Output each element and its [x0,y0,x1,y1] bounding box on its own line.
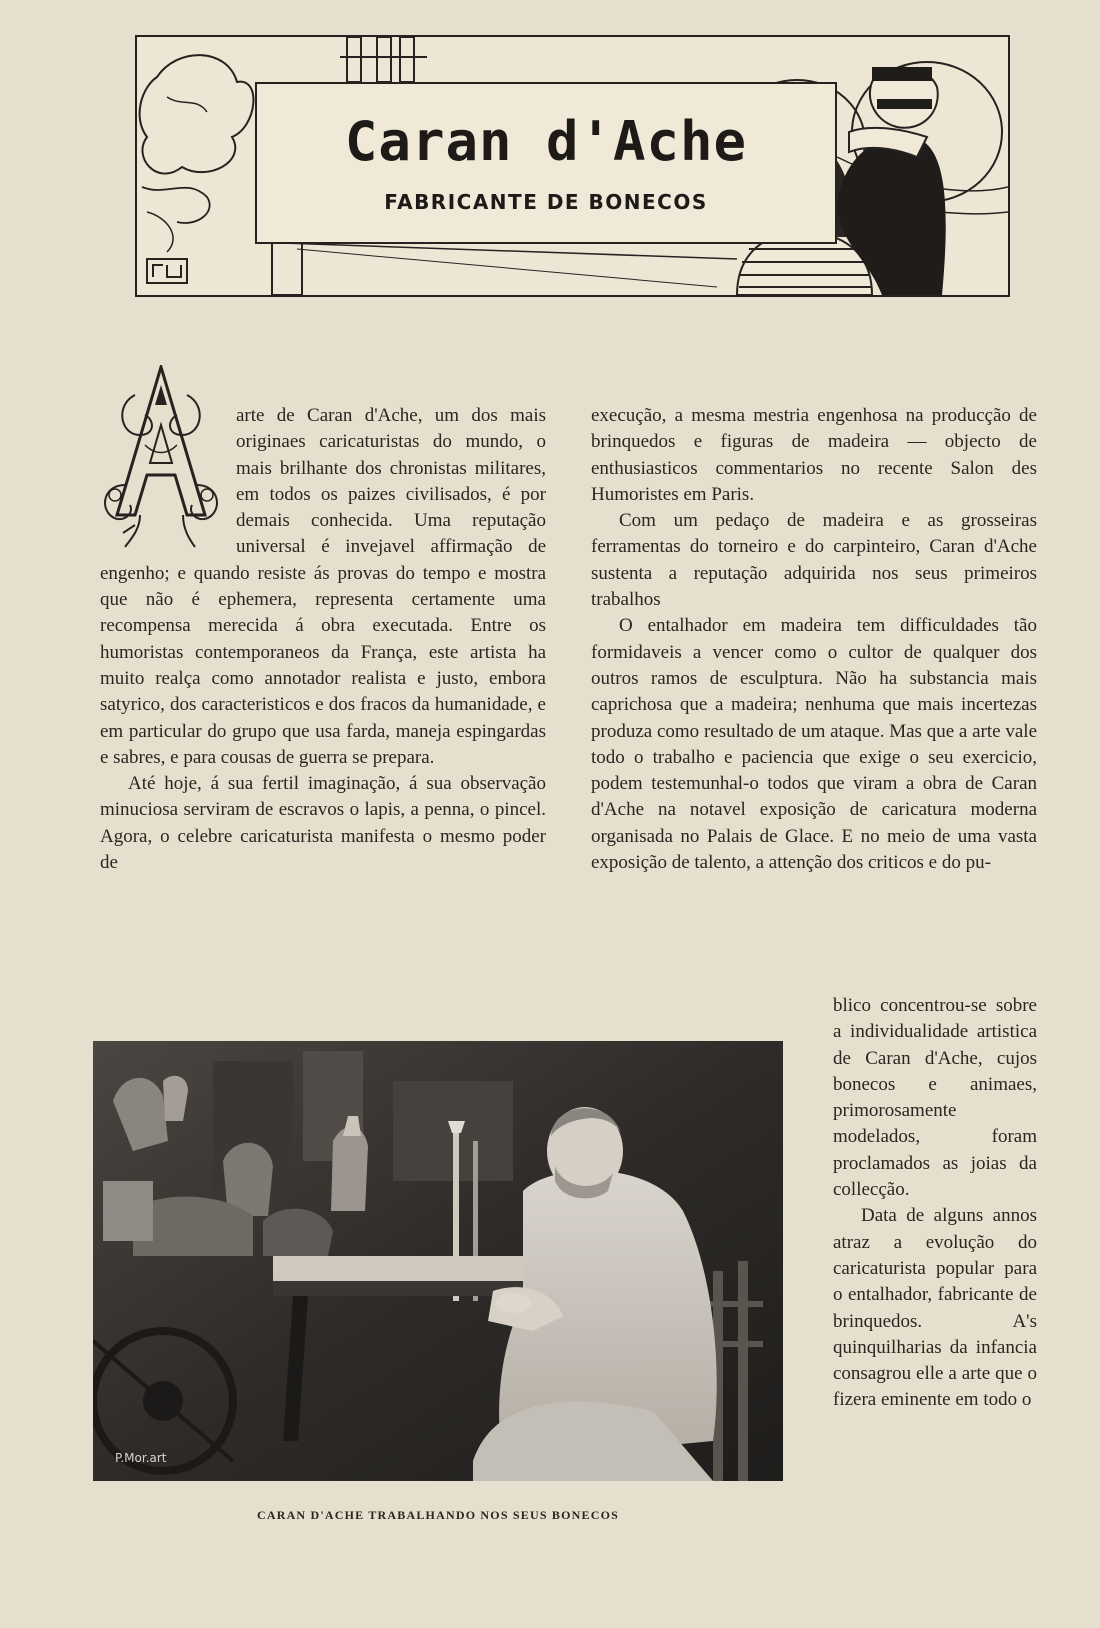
header-banner [135,35,1010,297]
svg-text:P.Mor.art: P.Mor.art [115,1451,167,1465]
paragraph-3: execução, a mesma mestria engenhosa na producção de brinquedos e figuras de madeira — objecto de enthusiasticos commentarios no recente Salon des Humoristes em Paris. [591,405,1037,505]
ornamental-initial-a [95,365,228,549]
photographer-signature [115,1448,195,1468]
article-left-column [100,403,546,876]
paragraph-6: blico concentrou-se sobre a individualidade artistica de Caran d'Ache, cujos bonecos e animaes, primorosamente modelados, foram proclamados as joias da collecção. [833,995,1037,1201]
photo-caption: CARAN D'ACHE TRABALHANDO NOS SEUS BONECOS [256,1508,620,1522]
page-subtitle: FABRICANTE DE BONECOS [384,190,708,214]
page-title: Caran d'Ache [344,110,748,173]
article-right-column [591,403,1037,876]
paragraph-7: Data de alguns annos atraz a evolução do caricaturista popular para o entalhador, fabricante de brinquedos. A's quinquilharias da infancia consagrou elle a arte que o fizera eminente em todo o [833,1205,1037,1411]
paragraph-1: arte de Caran d'Ache, um dos mais originaes caricaturistas do mundo, o mais brilhante dos chronistas militares, em todos os paizes civilisados, é por demais conhecida. Uma reputação universal é invejavel affirmação de engenho; e quando resiste ás provas do tempo e mostra que não é ephemera, representa certamente uma recompensa merecida á obra executada. Entre os humoristas contemporaneos da França, este artista ha muito realça como annotador realista e justo, embora satyrico, dos caracteristicos e dos fracos da humanidade, e em particular do grupo que usa farda, maneja espingardas e sabres, e para cousas de guerra se prepara. [100,405,546,768]
paragraph-2: Até hoje, á sua fertil imaginação, á sua observação minuciosa serviram de escravos o lapis, a penna, o pincel. Agora, o celebre caricaturista manifesta o mesmo poder de [100,773,546,874]
photo-scene [93,1041,783,1481]
photograph [93,1041,783,1481]
paragraph-4: Com um pedaço de madeira e as grosseiras ferramentas do torneiro e do carpinteiro, Caran d'Ache sustenta a reputação adquirida nos seus primeiros trabalhos [591,510,1037,611]
title-box [255,82,837,244]
article-narrow-column [833,993,1037,1414]
paragraph-5: O entalhador em madeira tem difficuldades tão formidaveis a vencer como o cultor de qualquer dos outros ramos de esculptura. Não ha substancia mais caprichosa que a madeira; nenhuma que mais incertezas produza como resultado de um ataque. Mas que a arte vale todo o trabalho e paciencia que exige o seu exercicio, podem testemunhal-o todos que viram a obra de Caran d'Ache na notavel exposição de caricatura moderna organisada no Palais de Glace. E no meio de uma vasta exposição de talento, a attenção dos criticos e do pu- [591,615,1037,874]
